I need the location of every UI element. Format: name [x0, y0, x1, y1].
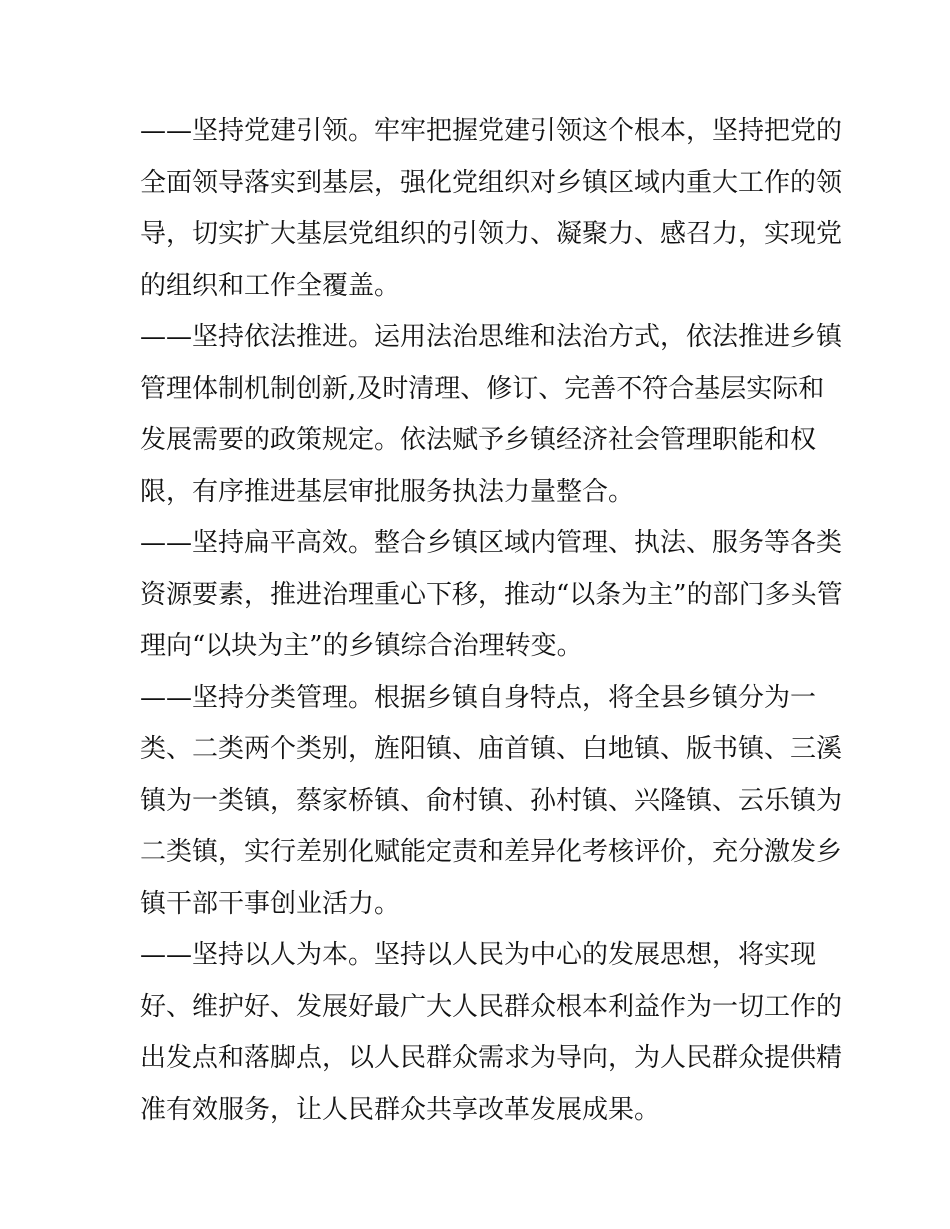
text-line: 发展需要的政策规定。依法赋予乡镇经济社会管理职能和权	[140, 425, 817, 455]
text-line: 类、二类两个类别，旌阳镇、庙首镇、白地镇、版书镇、三溪	[140, 734, 843, 764]
text-line: 出发点和落脚点，以人民群众需求为导向，为人民群众提供精	[140, 1043, 843, 1073]
paragraph-party-building	[140, 106, 843, 312]
paragraph-rule-of-law	[140, 312, 843, 518]
text-line: 资源要素，推进治理重心下移，推动“以条为主”的部门多头管	[140, 579, 843, 610]
text-line: 准有效服务，让人民群众共享改革发展成果。	[140, 1094, 661, 1125]
text-line: 限，有序推进基层审批服务执法力量整合。	[140, 476, 635, 507]
paragraph-people-oriented	[140, 930, 843, 1136]
text-line: 的组织和工作全覆盖。	[140, 270, 401, 301]
paragraph-flat-efficient	[140, 518, 843, 673]
text-line: 管理体制机制创新,及时清理、修订、完善不符合基层实际和	[140, 373, 825, 404]
text-line: 镇干部干事创业活力。	[140, 888, 401, 919]
text-line: ——坚持以人为本。坚持以人民为中心的发展思想，将实现	[140, 940, 817, 970]
text-line: ——坚持扁平高效。整合乡镇区域内管理、执法、服务等各类	[140, 528, 843, 558]
text-line: 好、维护好、发展好最广大人民群众根本利益作为一切工作的	[140, 991, 843, 1022]
text-line: 二类镇，实行差别化赋能定责和差异化考核评价，充分激发乡	[140, 837, 843, 867]
text-line: 镇为一类镇，蔡家桥镇、俞村镇、孙村镇、兴隆镇、云乐镇为	[140, 785, 843, 816]
text-line: 理向“以块为主”的乡镇综合治理转变。	[140, 631, 583, 661]
text-line: ——坚持依法推进。运用法治思维和法治方式，依法推进乡镇	[140, 322, 843, 352]
text-line: 导，切实扩大基层党组织的引领力、凝聚力、感召力，实现党	[140, 219, 843, 249]
document-body	[140, 106, 843, 1136]
paragraph-classified-management	[140, 673, 843, 931]
text-line: ——坚持党建引领。牢牢把握党建引领这个根本，坚持把党的	[140, 116, 843, 146]
text-line: 全面领导落实到基层，强化党组织对乡镇区域内重大工作的领	[140, 167, 843, 198]
text-line: ——坚持分类管理。根据乡镇自身特点，将全县乡镇分为一	[140, 682, 817, 713]
